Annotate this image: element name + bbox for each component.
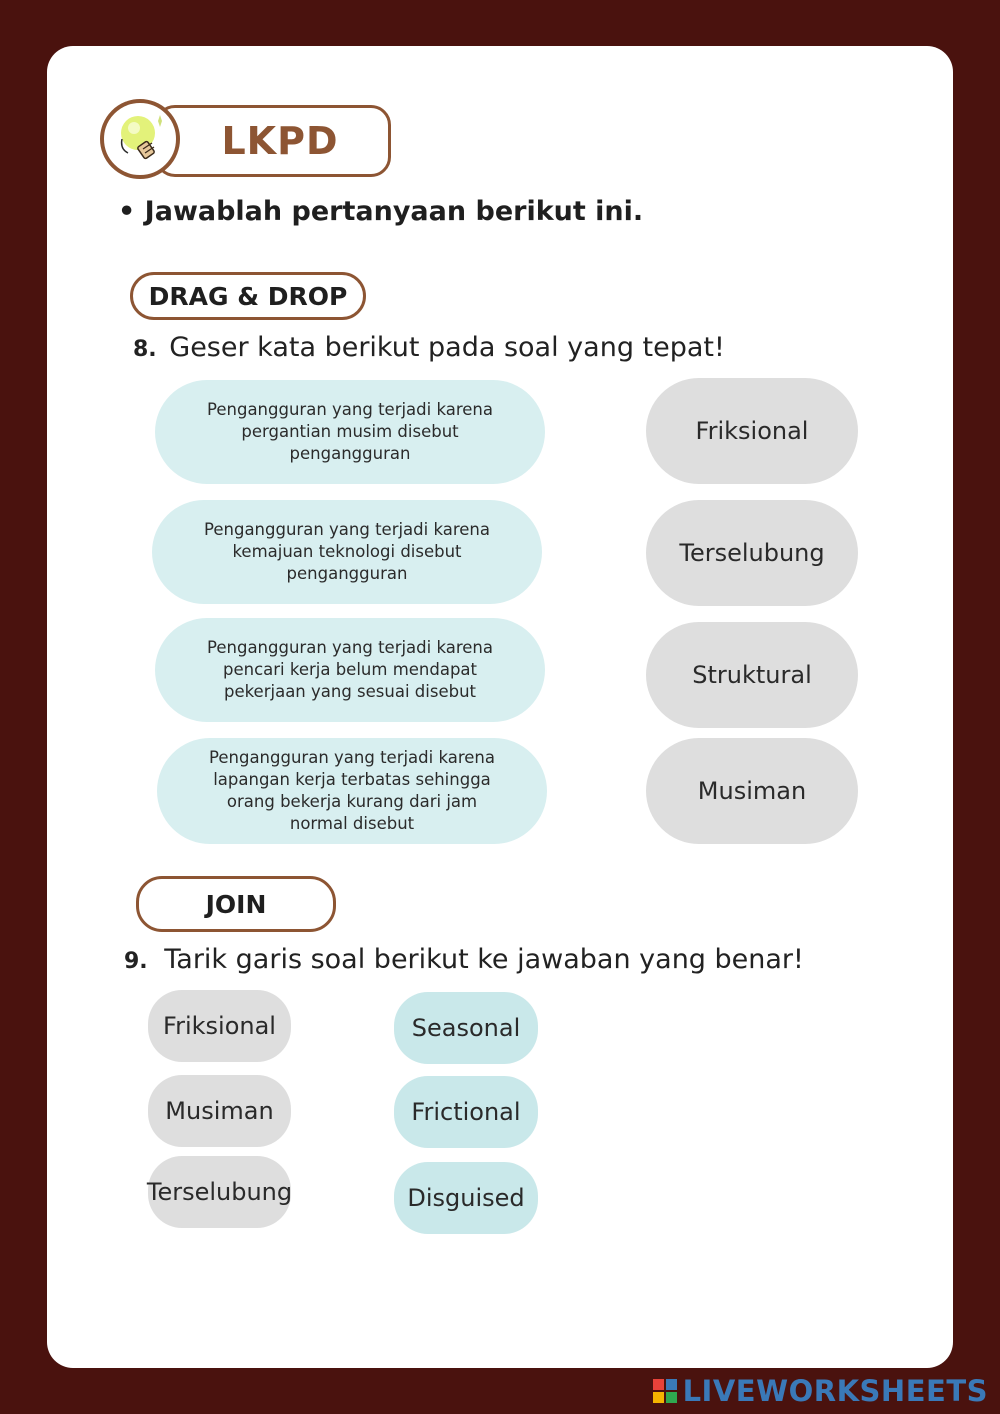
drop-prompt-2[interactable]	[152, 500, 542, 604]
join-left-musiman-text: Musiman	[165, 1097, 274, 1125]
page-title	[155, 105, 391, 177]
liveworksheets-brand: LIVEWORKSHEETS	[682, 1374, 988, 1408]
drop-prompt-4[interactable]	[157, 738, 547, 844]
join-right-frictional[interactable]	[394, 1076, 538, 1148]
drop-prompt-4-text: Pengangguran yang terjadi karena lapangan kerja terbatas sehingga orang bekerja kurang dari jam normal disebut	[209, 748, 495, 833]
liveworksheets-logo[interactable]	[653, 1374, 988, 1408]
join-left-terselubung[interactable]	[148, 1156, 291, 1228]
question-8	[133, 332, 725, 363]
drag-word-struktural-text: Struktural	[692, 661, 812, 689]
question-9-number: 9.	[124, 949, 148, 974]
join-label-text: JOIN	[205, 889, 267, 919]
join-label	[136, 876, 336, 932]
instruction-text: Jawablah pertanyaan berikut ini.	[144, 196, 644, 227]
drop-prompt-2-text: Pengangguran yang terjadi karena kemajuan teknologi disebut pengangguran	[204, 520, 490, 583]
drag-word-musiman-text: Musiman	[697, 777, 807, 805]
drop-prompt-1-text: Pengangguran yang terjadi karena pergantian musim disebut pengangguran	[207, 400, 493, 463]
drag-word-terselubung-text: Terselubung	[679, 539, 825, 567]
join-right-seasonal-text: Seasonal	[411, 1014, 521, 1042]
question-8-text: Geser kata berikut pada soal yang tepat!	[169, 332, 725, 363]
join-left-friksional[interactable]	[148, 990, 291, 1062]
question-8-number: 8.	[133, 337, 157, 362]
question-9-text: Tarik garis soal berikut ke jawaban yang benar!	[164, 944, 804, 975]
liveworksheets-icon	[653, 1379, 677, 1403]
drag-word-musiman[interactable]	[646, 738, 858, 844]
lightbulb-icon	[100, 99, 180, 179]
drop-prompt-3-text: Pengangguran yang terjadi karena pencari kerja belum mendapat pekerjaan yang sesuai disebut	[207, 638, 493, 701]
question-9	[124, 944, 804, 975]
join-left-terselubung-text: Terselubung	[146, 1178, 293, 1206]
join-left-musiman[interactable]	[148, 1075, 291, 1147]
drag-word-terselubung[interactable]	[646, 500, 858, 606]
drag-drop-label	[130, 272, 366, 320]
instruction: • Jawablah pertanyaan berikut ini.	[118, 196, 644, 227]
drag-word-friksional[interactable]	[646, 378, 858, 484]
join-right-seasonal[interactable]	[394, 992, 538, 1064]
join-right-disguised[interactable]	[394, 1162, 538, 1234]
join-left-friksional-text: Friksional	[163, 1012, 276, 1040]
drag-drop-label-text: DRAG & DROP	[148, 281, 348, 311]
join-right-disguised-text: Disguised	[407, 1184, 525, 1212]
drop-prompt-1[interactable]	[155, 380, 545, 484]
title-text: LKPD	[221, 119, 339, 163]
drop-prompt-3[interactable]	[155, 618, 545, 722]
drag-word-struktural[interactable]	[646, 622, 858, 728]
drag-word-friksional-text: Friksional	[695, 417, 809, 445]
join-right-frictional-text: Frictional	[411, 1098, 521, 1126]
